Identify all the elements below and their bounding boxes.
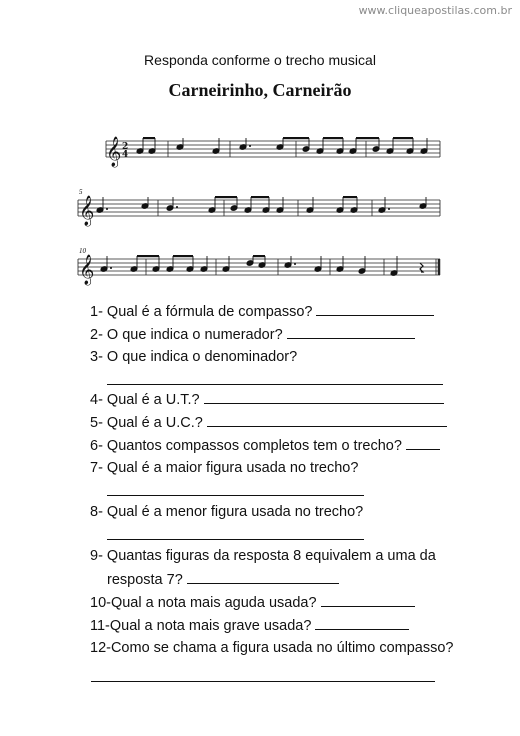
question-text: 5- Qual é a U.C.? [90,415,203,431]
site-watermark: www.cliqueapostilas.com.br [358,4,512,17]
treble-clef-icon: 𝄞 [106,137,122,167]
note-beam [215,196,237,198]
note-beam [253,255,265,257]
answer-blank[interactable] [316,303,434,316]
note-beam [323,137,343,139]
question-text: resposta 7? [107,572,183,588]
question-12 [90,640,454,656]
treble-clef-icon: 𝄞 [79,196,95,226]
notes-layer [96,137,428,276]
time-signature-top: 2 [122,142,129,152]
note-beam [143,137,155,139]
answer-blank[interactable] [187,571,339,584]
note-beam [137,255,159,257]
answer-line[interactable] [91,681,435,682]
question-text: 2- O que indica o numerador? [90,327,283,343]
worksheet-instruction: Responda conforme o trecho musical [144,52,376,68]
measure-number: 10 [79,247,86,255]
question-10 [90,594,415,611]
question-7 [90,460,358,476]
question-text: 4- Qual é a U.T.? [90,392,200,408]
question-text: 9- Quantas figuras da resposta 8 equivalem a uma da [90,548,436,564]
question-3 [90,349,297,365]
answer-blank[interactable] [315,617,409,630]
note-dot [249,145,251,147]
staff-2 [78,200,440,216]
answer-blank[interactable] [287,326,415,339]
question-text: 3- O que indica o denominador? [90,349,298,365]
question-text: 11-Qual a nota mais grave usada? [90,618,312,634]
answer-line[interactable] [107,539,364,540]
answer-blank[interactable] [321,594,415,607]
note-dot [110,267,112,269]
question-2 [90,326,415,343]
note-beam [251,196,269,198]
question-8 [90,504,363,520]
question-1 [90,303,434,320]
question-text: 7- Qual é a maior figura usada no trecho? [90,460,359,476]
answer-blank[interactable] [207,414,447,427]
question-text: 6- Quantos compassos completos tem o trecho? [90,438,402,454]
answer-blank[interactable] [406,437,440,450]
question-text: 12-Como se chama a figura usada no último compasso? [90,640,454,656]
question-9-continued [107,571,339,588]
note-dot [106,208,108,210]
note-dot [294,263,296,265]
treble-clef-icon: 𝄞 [79,255,95,285]
note-beam [393,137,413,139]
question-4 [90,391,444,408]
question-text: 8- Qual é a menor figura usada no trecho? [90,504,364,520]
note-dot [388,208,390,210]
question-9 [90,548,436,564]
time-signature-bottom: 4 [122,150,129,160]
note-beam [173,255,193,257]
answer-line[interactable] [107,495,364,496]
answer-blank[interactable] [204,391,444,404]
measure-number: 5 [79,188,83,196]
note-beam [343,196,357,198]
song-title: Carneirinho, Carneirão [168,80,352,100]
answer-line[interactable] [107,384,443,385]
note-dot [176,206,178,208]
music-score [0,0,520,290]
question-6 [90,437,440,454]
question-11 [90,617,409,634]
note-beam [283,137,309,139]
question-5 [90,414,447,431]
question-text: 10-Qual a nota mais aguda usada? [90,595,317,611]
note-beam [356,137,379,139]
question-text: 1- Qual é a fórmula de compasso? [90,304,313,320]
